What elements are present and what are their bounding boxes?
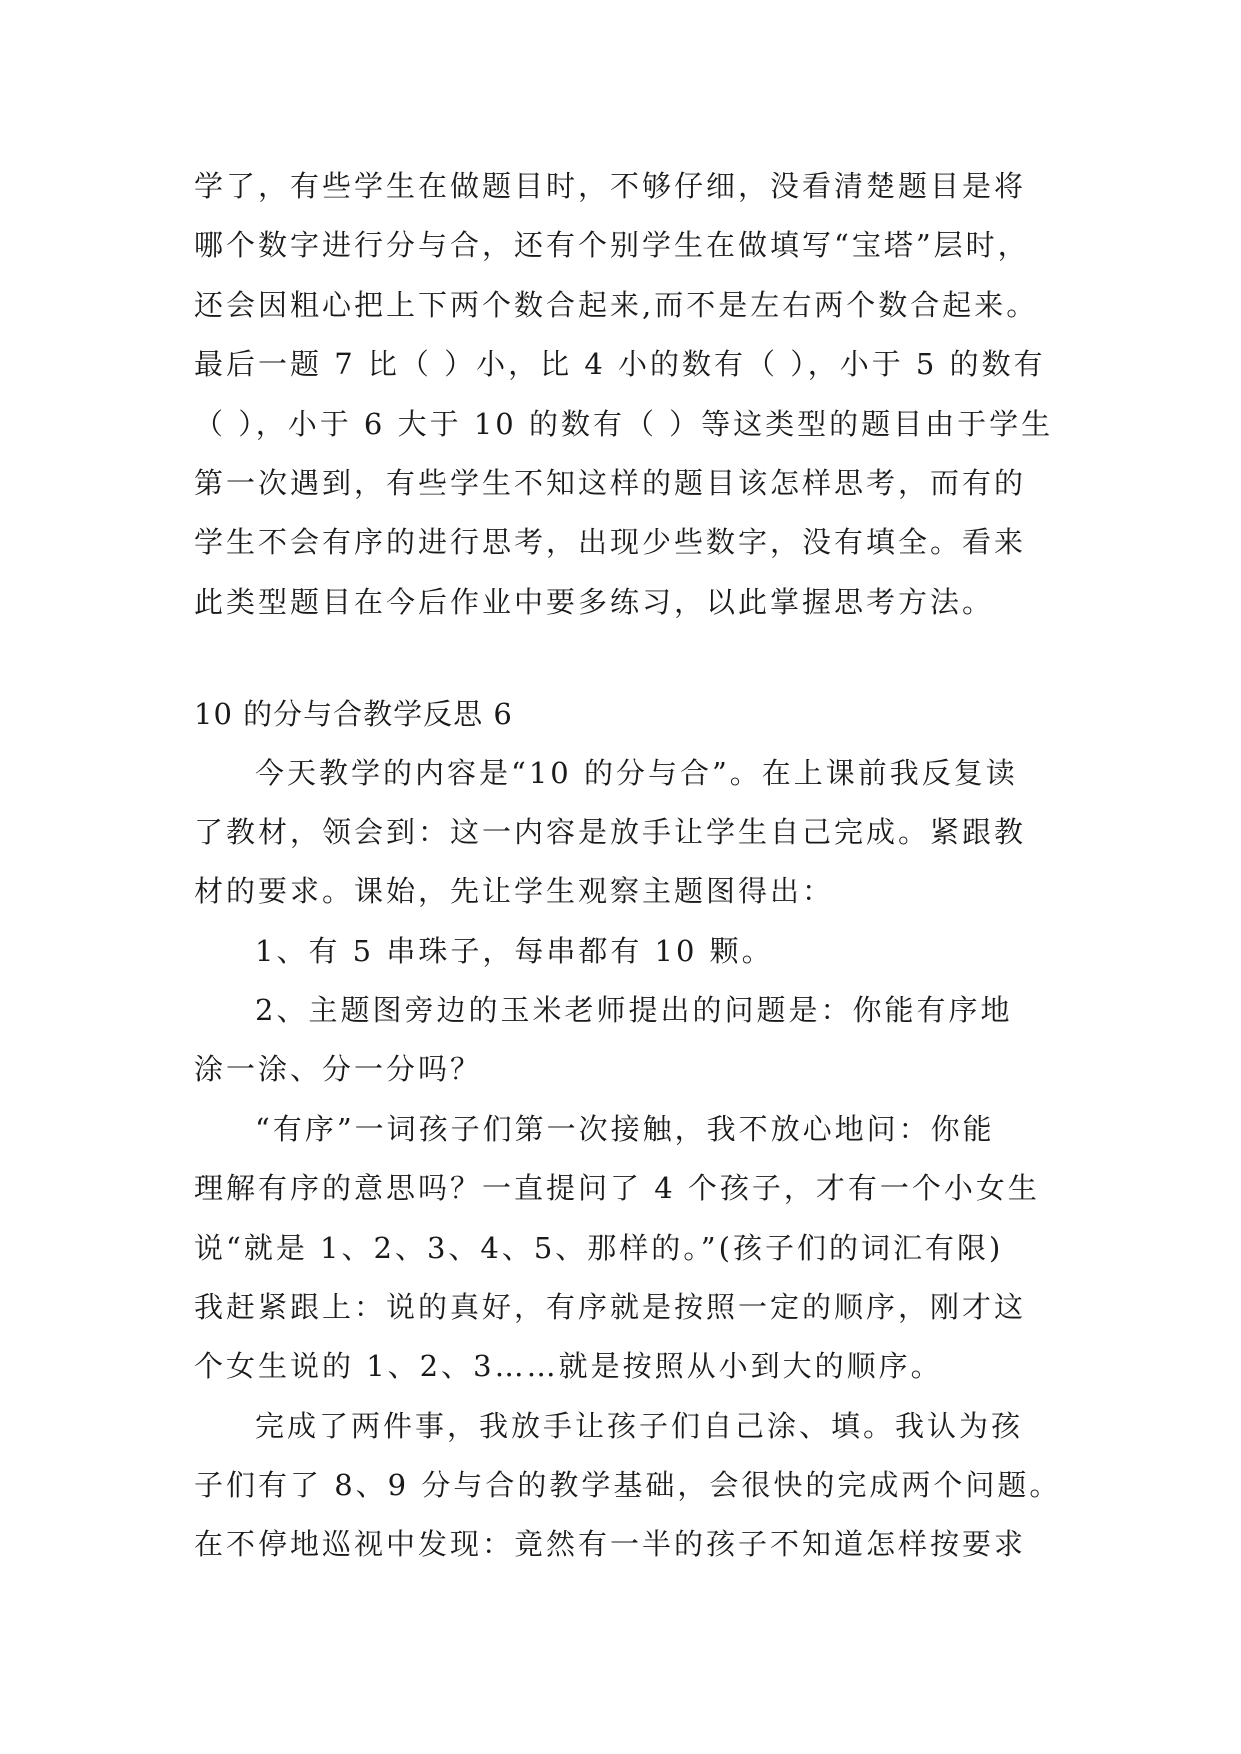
paragraph1-line-8: 此类型题目在今后作业中要多练习，以此掌握思考方法。: [194, 585, 995, 619]
section-heading: 10 的分与合教学反思 6: [194, 697, 513, 731]
paragraph1-line-7: 学生不会有序的进行思考，出现少些数字，没有填全。看来: [194, 525, 1027, 559]
paragraph2-line-2: 了教材，领会到：这一内容是放手让学生自己完成。紧跟教: [194, 815, 1027, 849]
paragraph2-line-3: 材的要求。课始，先让学生观察主题图得出：: [194, 874, 835, 908]
paragraph3-line-5: 个女生说的 1、2、3……就是按照从小到大的顺序。: [194, 1349, 943, 1383]
paragraph2-line-1: 今天教学的内容是“10 的分与合”。在上课前我反复读: [255, 756, 1018, 790]
paragraph1-line-5: （ ），小于 6 大于 10 的数有（ ）等这类型的题目由于学生: [194, 407, 1054, 441]
list-item-1: 1、有 5 串珠子，每串都有 10 颗。: [255, 934, 774, 968]
paragraph3-line-4: 我赶紧跟上：说的真好，有序就是按照一定的顺序，刚才这: [194, 1290, 1027, 1324]
paragraph3-line-3: 说“就是 1、2、3、4、5、那样的。”(孩子们的词汇有限): [194, 1231, 1004, 1265]
paragraph4-line-3: 在不停地巡视中发现：竟然有一半的孩子不知道怎样按要求: [194, 1527, 1027, 1561]
paragraph1-line-6: 第一次遇到，有些学生不知这样的题目该怎样思考，而有的: [194, 466, 1027, 500]
paragraph1-line-2: 哪个数字进行分与合，还有个别学生在做填写“宝塔”层时，: [194, 228, 1030, 262]
paragraph4-line-2: 子们有了 8、9 分与合的教学基础，会很快的完成两个问题。: [194, 1468, 1062, 1502]
paragraph1-line-4: 最后一题 7 比（ ）小，比 4 小的数有（ ），小于 5 的数有: [194, 347, 1046, 381]
paragraph1-line-1: 学了，有些学生在做题目时，不够仔细，没看清楚题目是将: [194, 169, 1027, 203]
paragraph3-line-1: “有序”一词孩子们第一次接触，我不放心地问：你能: [255, 1112, 995, 1146]
paragraph4-line-1: 完成了两件事，我放手让孩子们自己涂、填。我认为孩: [255, 1409, 1024, 1443]
list-item-2-line-2: 涂一涂、分一分吗？: [194, 1052, 483, 1086]
list-item-2-line-1: 2、主题图旁边的玉米老师提出的问题是：你能有序地: [255, 993, 1013, 1027]
paragraph3-line-2: 理解有序的意思吗？一直提问了 4 个孩子，才有一个小女生: [194, 1171, 1040, 1205]
paragraph1-line-3: 还会因粗心把上下两个数合起来,而不是左右两个数合起来。: [194, 288, 1039, 322]
